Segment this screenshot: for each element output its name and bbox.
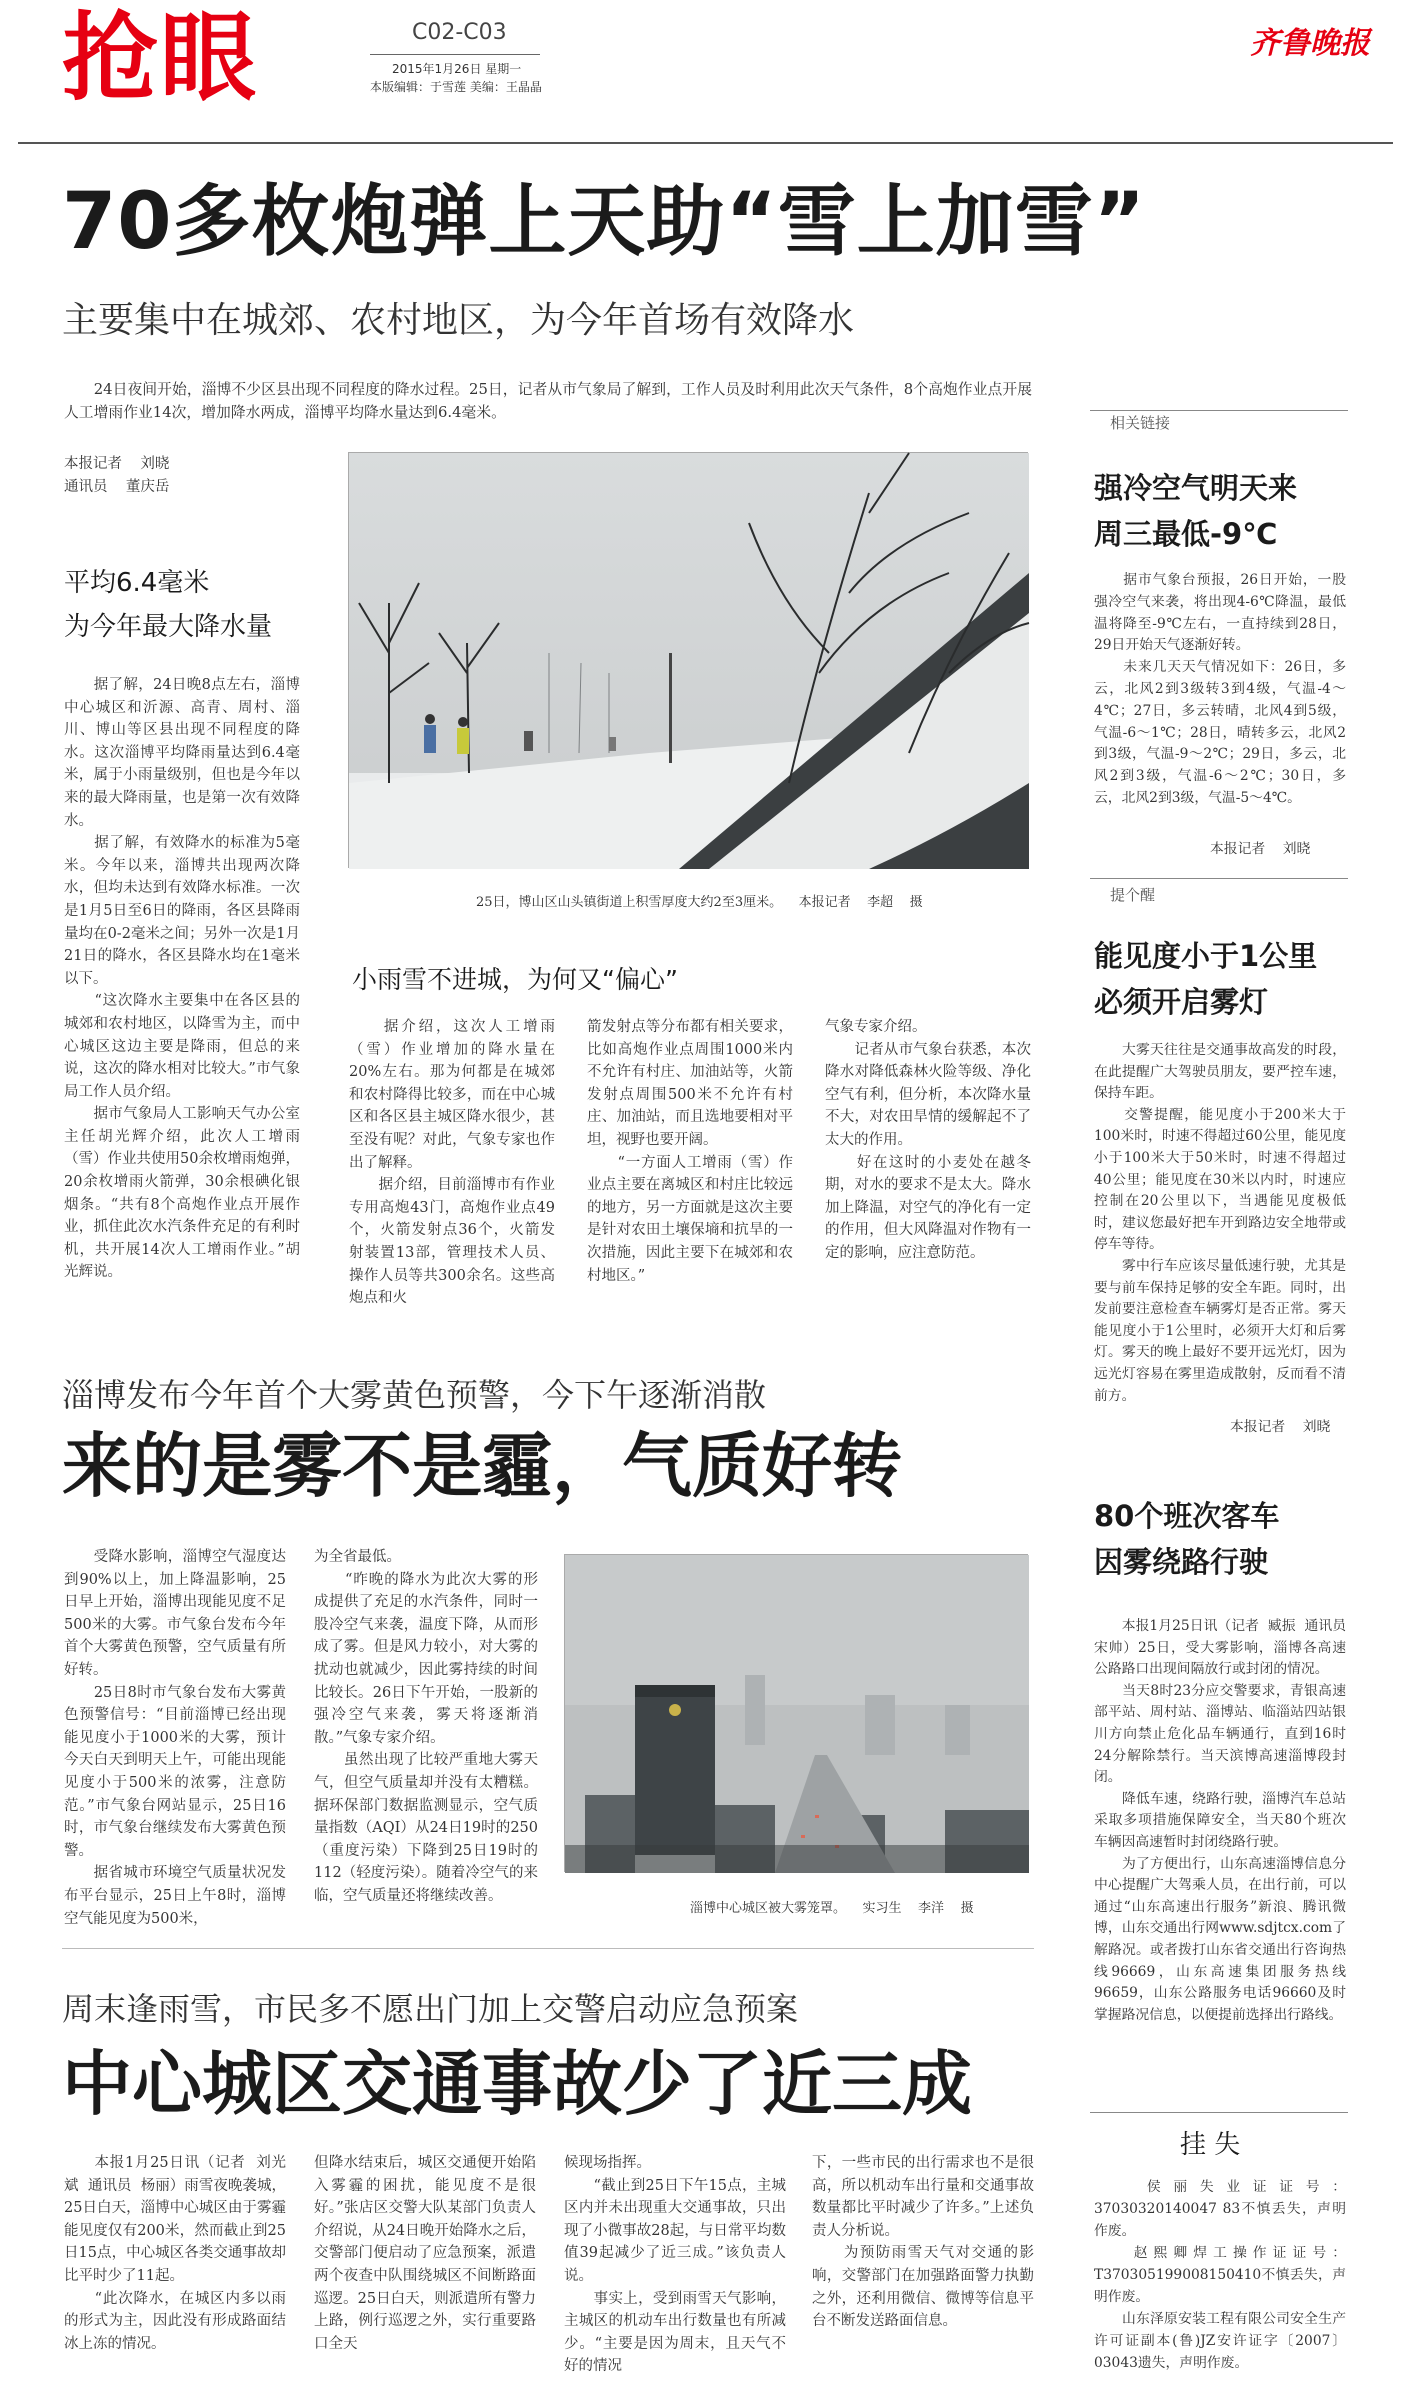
story1-subhead-1-line2: 为今年最大降水量 — [64, 612, 273, 642]
story1-headline: 70多枚炮弹上天助“雪上加雪” — [62, 177, 1147, 267]
story2-headline: 来的是雾不是霾，气质好转 — [62, 1425, 902, 1507]
story3-column-2: 但降水结束后，城区交通便开始陷入雾霾的困扰，能见度不是很好。”张店区交警大队某部门负责人介绍说，从24日晚开始降水之后，交警部门便启动了应急预案，派遣两个夜查中队围绕城区不间断路面巡逻。25日白天，则派遣所有警力上路，例行巡逻之外，实行重要路口全天 — [314, 2155, 536, 2352]
masthead-rule — [18, 142, 1393, 144]
story1-lead: 24日夜间开始，淄博不少区县出现不同程度的降水过程。25日，记者从市气象局了解到，工作人员及时利用此次天气条件，8个高炮作业点开展人工增雨作业14次，增加降水两成，淄博平均降水量达到6.4毫米。 — [64, 381, 1032, 421]
page-numbers: C02-C03 — [412, 20, 507, 45]
sidebar-story1-headline-line1: 强冷空气明天来 — [1094, 471, 1298, 505]
section-logo: 抢眼 — [62, 2, 258, 114]
sidebar-story3-body: 本报1月25日讯（记者 臧振 通讯员 宋帅）25日，受大雾影响，淄博各高速公路路口出现间隔放行或封闭的情况。 当天8时23分应交警要求，青银高速部平站、周村站、淄博站、临淄站四站银川方向禁止危化品车辆通行，直到16时24分解除禁行。当天滨博高速淄博段封闭。 降低车速，绕路行驶，淄博汽车总站采取多项措施保障安全，当天80个班次车辆因高速暂时封闭绕路行驶。 为了方便出行，山东高速淄博信息分中心提醒广大驾乘人员，在出行前，可以通过“山东高速出行服务”新浪、腾讯微博，山东交通出行网www.sdjtcx.com了解路况。或者拨打山东省交通出行咨询热线96669，山东高速集团服务热线96659，山东公路服务电话96660及时掌握路况信息，以便提前选择出行路线。 — [1094, 1618, 1346, 2023]
sidebar-tag-reminder: 提个醒 — [1110, 886, 1156, 904]
snow-photo-caption: 25日，博山区山头镇街道上积雪厚度大约2至3厘米。 本报记者 李超 摄 — [476, 895, 923, 910]
sidebar-story3-headline-line2: 因雾绕路行驶 — [1094, 1545, 1269, 1579]
masthead-small-rule — [370, 54, 540, 55]
story1-column-2: 据介绍，这次人工增雨（雪）作业增加的降水量在20%左右。那为何都是在城郊和农村降得比较多，而在中心城区和各区县主城区降水很少，甚至没有呢？对此，气象专家也作出了解释。 据介绍，目前淄博市有作业专用高炮43门，高炮作业点49个，火箭发射点36个，火箭发射装置13部，管理技术人员、操作人员等共300余名。这些高炮点和火 — [349, 1019, 555, 1307]
story1-byline-reporter: 本报记者 刘晓 — [64, 456, 170, 472]
sidebar-story1-byline: 本报记者 刘晓 — [1210, 841, 1311, 857]
story2-divider — [62, 1948, 1034, 1949]
story1-subhead: 主要集中在城郊、农村地区，为今年首场有效降水 — [62, 300, 855, 341]
story3-column-1: 本报1月25日讯（记者 刘光斌 通讯员 杨丽）雨雪夜晚袭城，25日白天，淄博中心城区由于雾霾能见度仅有200米，然而截止到25日15点，中心城区各类交通事故却比平时少了11起。 “此次降水，在城区内多以雨的形式为主，因此没有形成路面结冰上冻的情况。 — [64, 2155, 286, 2352]
fog-photo-caption: 淄博中心城区被大雾笼罩。 实习生 李洋 摄 — [690, 1901, 974, 1916]
story2-column-1: 受降水影响，淄博空气湿度达到90%以上，加上降温影响，25日早上开始，淄博出现能见度不足500米的大雾。市气象台发布今年首个大雾黄色预警，空气质量有所好转。 25日8时市气象台发布大雾黄色预警信号：“目前淄博已经出现能见度小于1000米的大雾，预计今天白天到明天上午，可能出现能见度小于500米的浓雾，注意防范。”市气象台网站显示，25日16时，市气象台继续发布大雾黄色预警。 据省城市环境空气质量状况发布平台显示，25日上午8时，淄博空气能见度为500米， — [64, 1549, 286, 1927]
story2-kicker: 淄博发布今年首个大雾黄色预警，今下午逐渐消散 — [62, 1376, 767, 1414]
sidebar-top-rule — [1090, 410, 1348, 411]
story3-column-4: 下，一些市民的出行需求也不是很高，所以机动车出行量和交通事故数量都比平时减少了许多。”上述负责人分析说。 为预防雨雪天气对交通的影响，交警部门在加强路面警力执勤之外，还利用微信、微博等信息平台不断发送路面信息。 — [812, 2155, 1034, 2330]
sidebar-story3-headline-line1: 80个班次客车 — [1094, 1499, 1280, 1533]
story1-column-3: 箭发射点等分布都有相关要求，比如高炮作业点周围1000米内不允许有村庄、加油站等，火箭发射点周围500米不允许有村庄、加油站，而且选地要相对平坦，视野也要开阔。 “一方面人工增雨（雪）作业点主要在离城区和村庄比较远的地方，另一方面就是这次主要是针对农田土壤保墒和抗旱的一次措施，因此主要下在城郊和农村地区。” — [587, 1019, 793, 1284]
sidebar-remind-rule — [1090, 878, 1348, 879]
sidebar-story2-body: 大雾天往往是交通事故高发的时段，在此提醒广大驾驶员朋友，要严控车速，保持车距。 交警提醒，能见度小于200米大于100米时，时速不得超过60公里，能见度小于100米大于50米时，时速不得超过40公里；能见度在30米以内时，时速应控制在20公里以下，当遇能见度极低时，建议您最好把车开到路边安全地带或停车等待。 雾中行车应该尽量低速行驶，尤其是要与前车保持足够的安全车距。同时，出发前要注意检查车辆雾灯是否正常。雾天能见度小于1公里时，必须开大灯和后雾灯。雾天的晚上最好不要开远光灯，因为远光灯容易在雾里造成散射，反而看不清前方。 — [1094, 1042, 1346, 1404]
story1-column-1: 据了解，24日晚8点左右，淄博中心城区和沂源、高青、周村、淄川、博山等区县出现不同程度的降水。这次淄博平均降雨量达到6.4毫米，属于小雨量级别，但也是今年以来的最大降雨量，也是第一次有效降水。 据了解，有效降水的标准为5毫米。今年以来，淄博共出现两次降水，但均未达到有效降水标准。一次是1月5日至6日的降雨，各区县降雨量均在0-2毫米之间；另外一次是1月21日的降水，各区县降水均在1毫米以下。 “这次降水主要集中在各区县的城郊和农村地区，以降雪为主，而中心城区这边主要是降雨，但总的来说，这次的降水相对比较大。”市气象局工作人员介绍。 据市气象局人工影响天气办公室主任胡光辉介绍，此次人工增雨（雪）作业共使用50余枚增雨炮弹，20余枚增雨火箭弹，30余根碘化银烟条。“共有8个高炮作业点开展作业，抓住此次水汽条件充足的有利时机，共开展14次人工增雨作业。”胡光辉说。 — [64, 677, 300, 1281]
editor-credit: 本版编辑：于雪莲 美编：王晶晶 — [370, 80, 542, 94]
issue-date: 2015年1月26日 星期一 — [392, 62, 522, 76]
story3-column-3: 候现场指挥。 “截止到25日下午15点，主城区内并未出现重大交通事故，只出现了小微事故28起，与日常平均数值39起减少了近三成。”该负责人说。 事实上，受到雨雪天气影响，主城区的机动车出行数量也有所减少。“主要是因为周末，且天气不好的情况 — [564, 2155, 786, 2375]
story3-kicker: 周末逢雨雪，市民多不愿出门加上交警启动应急预案 — [62, 1990, 799, 2028]
fog-photo — [564, 1554, 1028, 1872]
sidebar-story1-body: 据市气象台预报，26日开始，一股强冷空气来袭，将出现4-6℃降温，最低温将降至-9℃左右，一直持续到28日，29日开始天气逐渐好转。 未来几天天气情况如下：26日，多云，北风2到3级转3到4级，气温-4～4℃；27日，多云转晴，北风4到5级，气温-6～1℃；28日，晴转多云，北风2到3级，气温-9～2℃；29日，多云，北风2到3级，气温-6～2℃；30日，多云，北风2到3级，气温-5～4℃。 — [1094, 572, 1346, 806]
story1-byline-correspondent: 通讯员 董庆岳 — [64, 479, 170, 495]
lost-notice-title: 挂 失 — [1180, 2130, 1241, 2160]
sidebar-story2-byline: 本报记者 刘晓 — [1230, 1419, 1331, 1435]
story1-column-4: 气象专家介绍。 记者从市气象台获悉，本次降水对降低森林火险等级、净化空气有利，但分析，本次降水量不大，对农田旱情的缓解起不了太大的作用。 好在这时的小麦处在越冬期，对水的要求不是太大。降水加上降温，对空气的净化有一定的作用，但大风降温对作物有一定的影响，应注意防范。 — [825, 1019, 1031, 1261]
sidebar-story2-headline-line1: 能见度小于1公里 — [1094, 939, 1318, 973]
sidebar-tag-related: 相关链接 — [1110, 414, 1171, 432]
lost-notice-body: 侯丽失业证证号：37030320140047 83不慎丢失，声明作废。 赵熙卿焊工操作证证号：T370305199008150410不慎丢失，声明作废。 山东泽原安装工程有限公司安全生产许可证副本(鲁)JZ安许证字〔2007〕03043遗失，声明作废。 — [1094, 2179, 1346, 2371]
story1-subhead-2: 小雨雪不进城，为何又“偏心” — [352, 965, 678, 994]
newspaper-name: 齐鲁晚报 — [1250, 26, 1370, 61]
sidebar-story2-headline-line2: 必须开启雾灯 — [1094, 985, 1269, 1019]
sidebar-story1-headline-line2: 周三最低-9℃ — [1094, 517, 1278, 551]
story1-subhead-1-line1: 平均6.4毫米 — [64, 568, 210, 598]
sidebar-lost-rule — [1090, 2112, 1348, 2113]
story3-headline: 中心城区交通事故少了近三成 — [62, 2043, 972, 2125]
snow-photo — [348, 452, 1028, 868]
story2-column-2: 为全省最低。 “昨晚的降水为此次大雾的形成提供了充足的水汽条件，同时一股冷空气来袭，温度下降，从而形成了雾。但是风力较小，对大雾的扰动也就减少，因此雾持续的时间比较长。26日下午开始，一股新的强冷空气来袭，雾天将逐渐消散。”气象专家介绍。 虽然出现了比较严重地大雾天气，但空气质量却并没有太糟糕。据环保部门数据监测显示，空气质量指数（AQI）从24日19时的250（重度污染）下降到25日19时的112（轻度污染）。随着冷空气的来临，空气质量还将继续改善。 — [314, 1549, 538, 1904]
